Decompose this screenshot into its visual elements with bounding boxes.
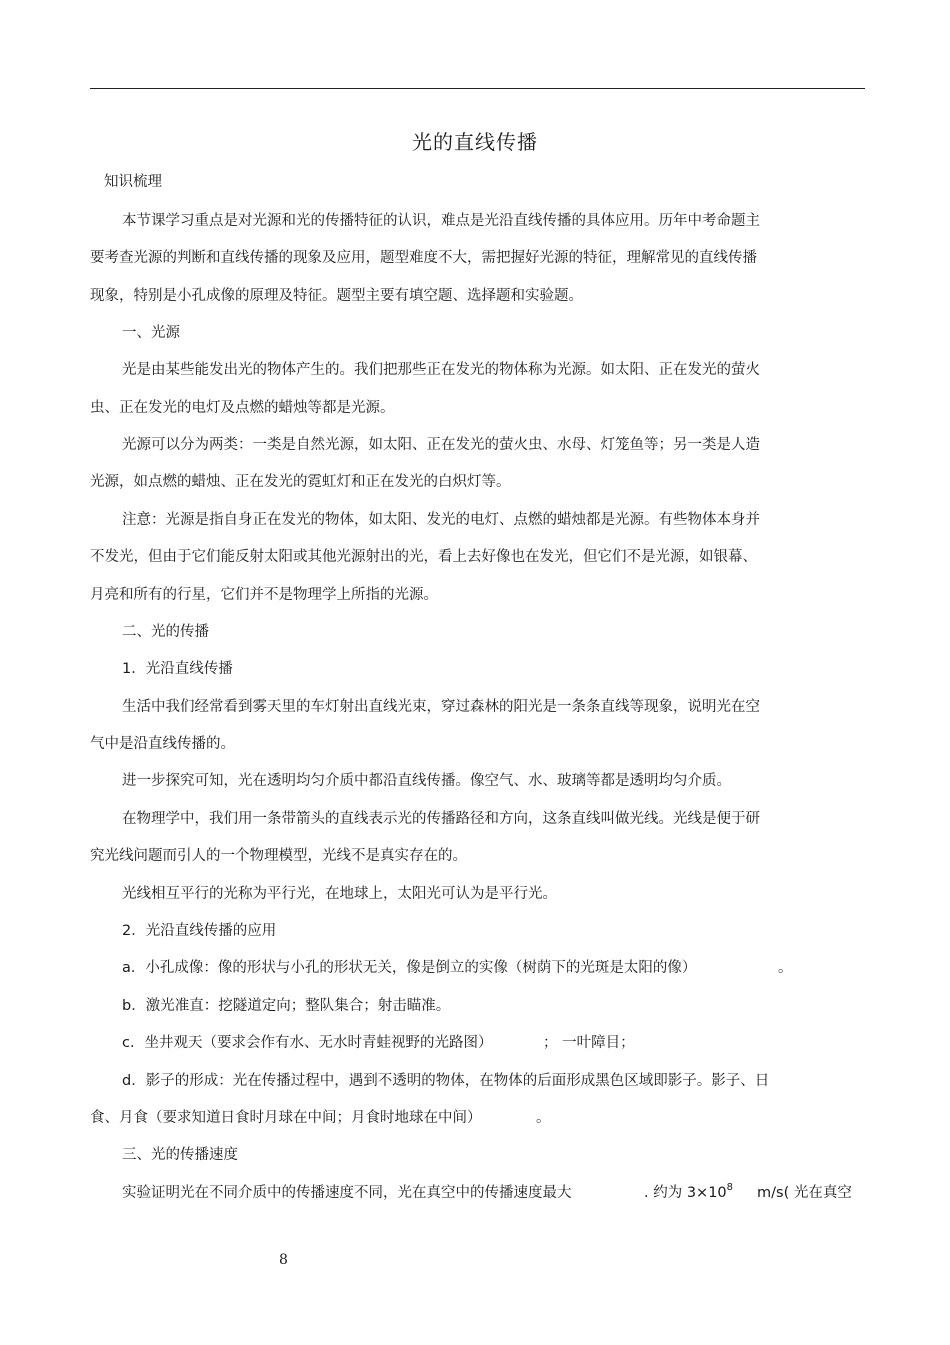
list-item-b: b．激光准直：挖隧道定向；整队集合；射击瞄准。 <box>122 998 451 1014</box>
subheading-applications: 2．光沿直线传播的应用 <box>122 923 277 939</box>
speed-exponent: 8 <box>726 1182 734 1193</box>
heading-speed: 三、光的传播速度 <box>122 1147 238 1163</box>
paragraph-line: 实验证明光在不同介质中的传播速度不同，光在真空中的传播速度最大 <box>122 1185 572 1201</box>
section-header: 知识梳理 <box>104 174 162 190</box>
paragraph-line: 进一步探究可知，光在透明均匀介质中都沿直线传播。像空气、水、玻璃等都是透明均匀介质。 <box>122 773 731 789</box>
list-item-d: d．影子的形成：光在传播过程中，遇到不透明的物体，在物体的后面形成黑色区域即影子。影子、日 <box>122 1073 770 1089</box>
paragraph-line: 光是由某些能发出光的物体产生的。我们把那些正在发光的物体称为光源。如太阳、正在发光的萤火 <box>122 362 760 378</box>
list-item-d-end: 。 <box>536 1110 551 1126</box>
speed-value <box>644 1183 733 1205</box>
heading-propagation: 二、光的传播 <box>122 624 209 640</box>
header-rule <box>90 88 865 89</box>
paragraph-line: 光源，如点燃的蜡烛、正在发光的霓虹灯和正在发光的白炽灯等。 <box>90 474 511 490</box>
speed-unit: m/s( 光在真空 <box>757 1185 852 1201</box>
paragraph-line: 光线相互平行的光称为平行光，在地球上，太阳光可认为是平行光。 <box>122 886 557 902</box>
paragraph-line: 生活中我们经常看到雾天里的车灯射出直线光束，穿过森林的阳光是一条条直线等现象，说明光在空 <box>122 699 760 715</box>
intro-line-1: 本节课学习重点是对光源和光的传播特征的认识，难点是光沿直线传播的具体应用。历年中考命题主 <box>122 213 760 229</box>
speed-value-base: . 约为 3×10 <box>644 1185 727 1201</box>
page-title: 光的直线传播 <box>412 130 538 154</box>
paragraph-line: 光源可以分为两类：一类是自然光源，如太阳、正在发光的萤火虫、水母、灯笼鱼等；另一类是人造 <box>122 437 760 453</box>
intro-line-3: 现象，特别是小孔成像的原理及特征。题型主要有填空题、选择题和实验题。 <box>90 288 583 304</box>
list-item-a-end: 。 <box>778 960 793 976</box>
list-item-a: a．小孔成像：像的形状与小孔的形状无关，像是倒立的实像（树荫下的光斑是太阳的像） <box>122 960 697 976</box>
paragraph-line: 虫、正在发光的电灯及点燃的蜡烛等都是光源。 <box>90 400 395 416</box>
intro-line-2: 要考查光源的判断和直线传播的现象及应用，题型难度不大，需把握好光源的特征，理解常见的直线传播 <box>90 250 757 266</box>
paragraph-line: 在物理学中，我们用一条带箭头的直线表示光的传播路径和方向，这条直线叫做光线。光线是便于研 <box>122 811 760 827</box>
subheading-straight-line: 1．光沿直线传播 <box>122 661 233 677</box>
list-item-c-end: ； 一叶障目； <box>543 1035 635 1051</box>
paragraph-line: 究光线问题而引人的一个物理模型，光线不是真实存在的。 <box>90 848 467 864</box>
page-number: 8 <box>279 1252 288 1268</box>
paragraph-line: 气中是沿直线传播的。 <box>90 736 235 752</box>
paragraph-line: 不发光，但由于它们能反射太阳或其他光源射出的光，看上去好像也在发光，但它们不是光源，如银幕、 <box>90 549 757 565</box>
heading-light-source: 一、光源 <box>122 325 180 341</box>
paragraph-line: 月亮和所有的行星，它们并不是物理学上所指的光源。 <box>90 587 438 603</box>
paragraph-line: 注意：光源是指自身正在发光的物体，如太阳、发光的电灯、点燃的蜡烛都是光源。有些物体本身并 <box>122 512 760 528</box>
list-item-c: c．坐井观天（要求会作有水、无水时青蛙视野的光路图） <box>122 1035 493 1051</box>
list-item-d-cont: 食、月食（要求知道日食时月球在中间；月食时地球在中间） <box>90 1110 482 1126</box>
